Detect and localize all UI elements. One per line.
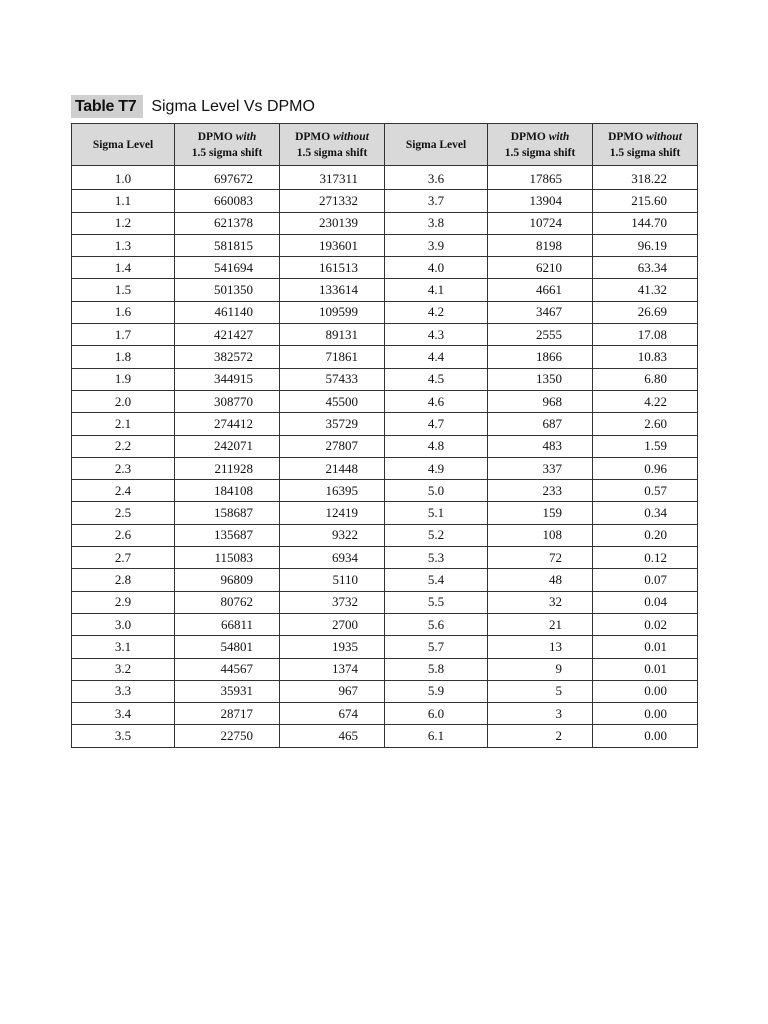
cell-dpmo-without-shift-left: 109599	[280, 301, 385, 323]
cell-sigma-level-left: 2.6	[72, 524, 175, 546]
cell-sigma-level-right: 4.4	[385, 346, 488, 368]
cell-dpmo-with-shift-left: 184108	[175, 480, 280, 502]
cell-dpmo-without-shift-left: 35729	[280, 413, 385, 435]
table-row	[72, 569, 698, 591]
cell-dpmo-with-shift-left: 461140	[175, 301, 280, 323]
cell-sigma-level-left: 2.2	[72, 435, 175, 457]
table-row	[72, 368, 698, 390]
cell-dpmo-without-shift-right: 0.00	[593, 680, 698, 702]
cell-sigma-level-left: 1.9	[72, 368, 175, 390]
cell-dpmo-with-shift-left: 80762	[175, 591, 280, 613]
cell-dpmo-with-shift-left: 697672	[175, 166, 280, 190]
table-number-label: Table T7	[71, 95, 143, 118]
cell-dpmo-with-shift-right: 1866	[488, 346, 593, 368]
cell-sigma-level-right: 4.8	[385, 435, 488, 457]
table-header	[72, 124, 698, 166]
cell-sigma-level-right: 3.7	[385, 190, 488, 212]
cell-dpmo-without-shift-right: 0.57	[593, 480, 698, 502]
cell-dpmo-with-shift-right: 8198	[488, 234, 593, 256]
cell-dpmo-without-shift-left: 21448	[280, 457, 385, 479]
table-row	[72, 547, 698, 569]
cell-dpmo-without-shift-right: 0.96	[593, 457, 698, 479]
cell-dpmo-with-shift-right: 233	[488, 480, 593, 502]
cell-sigma-level-right: 4.2	[385, 301, 488, 323]
cell-dpmo-without-shift-left: 271332	[280, 190, 385, 212]
cell-dpmo-without-shift-right: 63.34	[593, 257, 698, 279]
cell-dpmo-with-shift-right: 2555	[488, 324, 593, 346]
cell-sigma-level-left: 3.4	[72, 703, 175, 725]
cell-dpmo-without-shift-right: 6.80	[593, 368, 698, 390]
cell-dpmo-without-shift-right: 215.60	[593, 190, 698, 212]
cell-sigma-level-left: 2.1	[72, 413, 175, 435]
cell-dpmo-without-shift-right: 0.07	[593, 569, 698, 591]
cell-sigma-level-left: 2.7	[72, 547, 175, 569]
cell-dpmo-with-shift-right: 3467	[488, 301, 593, 323]
cell-sigma-level-left: 1.6	[72, 301, 175, 323]
cell-dpmo-with-shift-right: 968	[488, 390, 593, 412]
header-row	[72, 124, 698, 166]
cell-dpmo-without-shift-left: 16395	[280, 480, 385, 502]
cell-sigma-level-left: 2.5	[72, 502, 175, 524]
cell-dpmo-with-shift-right: 5	[488, 680, 593, 702]
table-row	[72, 480, 698, 502]
cell-sigma-level-right: 3.8	[385, 212, 488, 234]
cell-dpmo-without-shift-left: 1935	[280, 636, 385, 658]
cell-dpmo-without-shift-right: 96.19	[593, 234, 698, 256]
table-row	[72, 390, 698, 412]
cell-dpmo-with-shift-right: 6210	[488, 257, 593, 279]
cell-dpmo-with-shift-right: 10724	[488, 212, 593, 234]
cell-dpmo-without-shift-right: 2.60	[593, 413, 698, 435]
cell-sigma-level-left: 1.8	[72, 346, 175, 368]
table-row	[72, 257, 698, 279]
cell-dpmo-with-shift-right: 13904	[488, 190, 593, 212]
cell-dpmo-without-shift-right: 4.22	[593, 390, 698, 412]
cell-dpmo-without-shift-left: 71861	[280, 346, 385, 368]
cell-dpmo-with-shift-left: 242071	[175, 435, 280, 457]
table-row	[72, 658, 698, 680]
cell-sigma-level-right: 5.3	[385, 547, 488, 569]
cell-sigma-level-right: 6.0	[385, 703, 488, 725]
table-row	[72, 457, 698, 479]
cell-dpmo-without-shift-left: 674	[280, 703, 385, 725]
cell-dpmo-without-shift-left: 3732	[280, 591, 385, 613]
cell-dpmo-with-shift-right: 9	[488, 658, 593, 680]
table-row	[72, 613, 698, 635]
table-row	[72, 703, 698, 725]
cell-sigma-level-right: 5.9	[385, 680, 488, 702]
cell-dpmo-without-shift-right: 41.32	[593, 279, 698, 301]
cell-sigma-level-left: 2.9	[72, 591, 175, 613]
cell-sigma-level-right: 3.9	[385, 234, 488, 256]
cell-dpmo-with-shift-left: 66811	[175, 613, 280, 635]
cell-dpmo-with-shift-right: 687	[488, 413, 593, 435]
cell-dpmo-without-shift-right: 1.59	[593, 435, 698, 457]
cell-sigma-level-left: 1.2	[72, 212, 175, 234]
cell-dpmo-with-shift-left: 158687	[175, 502, 280, 524]
cell-dpmo-without-shift-left: 1374	[280, 658, 385, 680]
cell-sigma-level-left: 1.7	[72, 324, 175, 346]
cell-dpmo-without-shift-left: 2700	[280, 613, 385, 635]
cell-dpmo-with-shift-left: 115083	[175, 547, 280, 569]
cell-dpmo-without-shift-left: 193601	[280, 234, 385, 256]
table-row	[72, 725, 698, 747]
cell-dpmo-with-shift-left: 421427	[175, 324, 280, 346]
cell-dpmo-with-shift-left: 621378	[175, 212, 280, 234]
cell-dpmo-without-shift-left: 89131	[280, 324, 385, 346]
cell-dpmo-with-shift-left: 44567	[175, 658, 280, 680]
table-row	[72, 502, 698, 524]
cell-sigma-level-right: 5.0	[385, 480, 488, 502]
table-row	[72, 413, 698, 435]
cell-sigma-level-left: 3.5	[72, 725, 175, 747]
table-title: Sigma Level Vs DPMO	[151, 98, 315, 115]
cell-sigma-level-right: 5.2	[385, 524, 488, 546]
cell-dpmo-with-shift-right: 17865	[488, 166, 593, 190]
cell-dpmo-without-shift-right: 17.08	[593, 324, 698, 346]
header-dpmo-with-shift-left: DPMO with 1.5 sigma shift	[175, 124, 280, 166]
cell-sigma-level-right: 6.1	[385, 725, 488, 747]
cell-dpmo-with-shift-left: 28717	[175, 703, 280, 725]
cell-sigma-level-right: 4.0	[385, 257, 488, 279]
cell-sigma-level-left: 3.1	[72, 636, 175, 658]
cell-dpmo-without-shift-left: 6934	[280, 547, 385, 569]
cell-dpmo-without-shift-right: 0.12	[593, 547, 698, 569]
cell-dpmo-with-shift-right: 48	[488, 569, 593, 591]
cell-dpmo-with-shift-left: 135687	[175, 524, 280, 546]
cell-sigma-level-right: 4.3	[385, 324, 488, 346]
cell-sigma-level-right: 4.5	[385, 368, 488, 390]
cell-dpmo-with-shift-right: 337	[488, 457, 593, 479]
cell-dpmo-with-shift-left: 22750	[175, 725, 280, 747]
table-row	[72, 279, 698, 301]
cell-dpmo-without-shift-left: 5110	[280, 569, 385, 591]
cell-dpmo-with-shift-right: 21	[488, 613, 593, 635]
cell-sigma-level-right: 4.7	[385, 413, 488, 435]
table-body	[72, 166, 698, 748]
table-row	[72, 636, 698, 658]
sigma-dpmo-table	[71, 123, 698, 748]
cell-dpmo-with-shift-left: 35931	[175, 680, 280, 702]
cell-sigma-level-left: 1.5	[72, 279, 175, 301]
cell-sigma-level-right: 5.5	[385, 591, 488, 613]
cell-dpmo-with-shift-right: 1350	[488, 368, 593, 390]
cell-dpmo-with-shift-right: 483	[488, 435, 593, 457]
cell-sigma-level-right: 4.1	[385, 279, 488, 301]
cell-dpmo-without-shift-left: 230139	[280, 212, 385, 234]
cell-sigma-level-left: 2.0	[72, 390, 175, 412]
cell-sigma-level-left: 1.1	[72, 190, 175, 212]
cell-dpmo-with-shift-left: 541694	[175, 257, 280, 279]
table-caption	[71, 95, 315, 118]
cell-dpmo-with-shift-left: 274412	[175, 413, 280, 435]
cell-sigma-level-right: 5.4	[385, 569, 488, 591]
cell-dpmo-without-shift-right: 0.01	[593, 636, 698, 658]
cell-dpmo-without-shift-left: 9322	[280, 524, 385, 546]
cell-dpmo-without-shift-right: 0.20	[593, 524, 698, 546]
cell-dpmo-with-shift-right: 4661	[488, 279, 593, 301]
cell-sigma-level-right: 5.7	[385, 636, 488, 658]
cell-sigma-level-left: 1.3	[72, 234, 175, 256]
cell-dpmo-without-shift-left: 12419	[280, 502, 385, 524]
cell-dpmo-without-shift-right: 0.00	[593, 703, 698, 725]
header-dpmo-with-shift-right: DPMO with 1.5 sigma shift	[488, 124, 593, 166]
header-dpmo-without-shift-right: DPMO without 1.5 sigma shift	[593, 124, 698, 166]
cell-dpmo-without-shift-right: 0.00	[593, 725, 698, 747]
table-row	[72, 234, 698, 256]
cell-dpmo-without-shift-right: 0.34	[593, 502, 698, 524]
cell-dpmo-without-shift-right: 0.04	[593, 591, 698, 613]
cell-dpmo-with-shift-right: 32	[488, 591, 593, 613]
cell-sigma-level-left: 1.0	[72, 166, 175, 190]
cell-dpmo-without-shift-right: 10.83	[593, 346, 698, 368]
cell-dpmo-without-shift-left: 161513	[280, 257, 385, 279]
cell-dpmo-without-shift-left: 317311	[280, 166, 385, 190]
cell-dpmo-with-shift-right: 2	[488, 725, 593, 747]
cell-dpmo-with-shift-right: 13	[488, 636, 593, 658]
table-row	[72, 212, 698, 234]
table-row	[72, 524, 698, 546]
cell-sigma-level-right: 5.1	[385, 502, 488, 524]
cell-dpmo-with-shift-left: 308770	[175, 390, 280, 412]
cell-dpmo-without-shift-left: 967	[280, 680, 385, 702]
cell-dpmo-with-shift-left: 382572	[175, 346, 280, 368]
cell-sigma-level-left: 3.0	[72, 613, 175, 635]
cell-dpmo-without-shift-left: 27807	[280, 435, 385, 457]
cell-dpmo-without-shift-right: 0.02	[593, 613, 698, 635]
cell-dpmo-with-shift-right: 3	[488, 703, 593, 725]
table-row	[72, 346, 698, 368]
cell-sigma-level-left: 3.3	[72, 680, 175, 702]
cell-sigma-level-left: 3.2	[72, 658, 175, 680]
table-row	[72, 190, 698, 212]
cell-dpmo-without-shift-right: 144.70	[593, 212, 698, 234]
cell-sigma-level-right: 5.8	[385, 658, 488, 680]
cell-sigma-level-left: 2.3	[72, 457, 175, 479]
table-row	[72, 435, 698, 457]
table-row	[72, 591, 698, 613]
cell-dpmo-with-shift-right: 108	[488, 524, 593, 546]
cell-dpmo-without-shift-right: 318.22	[593, 166, 698, 190]
cell-dpmo-with-shift-right: 159	[488, 502, 593, 524]
cell-sigma-level-right: 4.6	[385, 390, 488, 412]
table-row	[72, 166, 698, 190]
header-sigma-level-left: Sigma Level	[72, 124, 175, 166]
table-row	[72, 324, 698, 346]
cell-sigma-level-right: 4.9	[385, 457, 488, 479]
cell-sigma-level-left: 2.4	[72, 480, 175, 502]
cell-dpmo-without-shift-left: 45500	[280, 390, 385, 412]
cell-dpmo-without-shift-right: 26.69	[593, 301, 698, 323]
cell-dpmo-with-shift-left: 581815	[175, 234, 280, 256]
table-row	[72, 301, 698, 323]
cell-dpmo-with-shift-right: 72	[488, 547, 593, 569]
cell-dpmo-with-shift-left: 211928	[175, 457, 280, 479]
table-row	[72, 680, 698, 702]
cell-sigma-level-left: 2.8	[72, 569, 175, 591]
header-dpmo-without-shift-left: DPMO without 1.5 sigma shift	[280, 124, 385, 166]
cell-dpmo-without-shift-left: 465	[280, 725, 385, 747]
cell-dpmo-with-shift-left: 660083	[175, 190, 280, 212]
cell-dpmo-without-shift-right: 0.01	[593, 658, 698, 680]
cell-sigma-level-right: 3.6	[385, 166, 488, 190]
cell-dpmo-without-shift-left: 57433	[280, 368, 385, 390]
cell-dpmo-with-shift-left: 501350	[175, 279, 280, 301]
cell-sigma-level-right: 5.6	[385, 613, 488, 635]
cell-dpmo-without-shift-left: 133614	[280, 279, 385, 301]
header-sigma-level-right: Sigma Level	[385, 124, 488, 166]
cell-dpmo-with-shift-left: 96809	[175, 569, 280, 591]
cell-dpmo-with-shift-left: 54801	[175, 636, 280, 658]
cell-dpmo-with-shift-left: 344915	[175, 368, 280, 390]
cell-sigma-level-left: 1.4	[72, 257, 175, 279]
